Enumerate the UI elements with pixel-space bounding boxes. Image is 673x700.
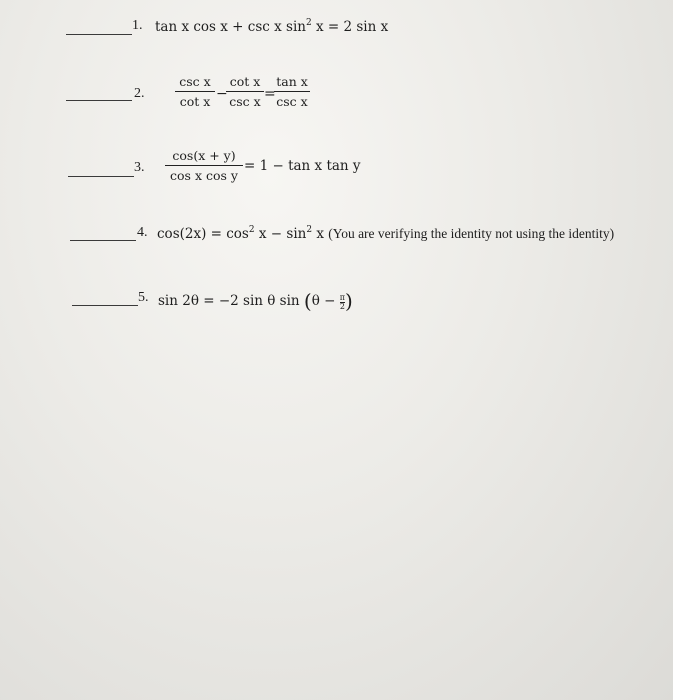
problem-3-rhs: = 1 − tan x tan y [244,158,361,174]
problem-2-fraction-2: cot x csc x [226,74,264,109]
problem-number-5: 5. [138,290,149,305]
answer-blank-5[interactable] [72,305,138,306]
problem-2-equals: = [264,86,276,102]
answer-blank-1[interactable] [66,34,132,35]
problem-number-4: 4. [137,225,148,240]
problem-4-equation: $\cos(2x) = \cos^2 x - \sin^2 x$ (You are verifying the identity not using the identity) [157,225,615,242]
answer-blank-4[interactable] [70,240,136,241]
answer-blank-3[interactable] [68,176,134,177]
problem-number-2: 2. [134,86,145,101]
problem-1-equation: tan x cos x + csc x $\sin^2 x = 2$ sin x [155,18,389,35]
problem-4-instruction: (You are verifying the identity not using the identity) [328,226,615,241]
problem-2-fraction-1: csc x cot x [175,74,215,109]
problem-3-fraction: cos(x + y) cos x cos y [165,148,243,183]
problem-2-fraction-3: tan x csc x [274,74,310,109]
problem-number-1: 1. [132,18,143,33]
problem-number-3: 3. [134,160,145,175]
problem-5-equation: sin 2θ = −2 sin θ $\sin (\theta - \frac{\pi}{2})$ [158,289,353,313]
pi-over-two-fraction: $\frac{\pi}{2}$ [339,293,346,311]
answer-blank-2[interactable] [66,100,132,101]
problem-2-minus: − [216,86,228,102]
